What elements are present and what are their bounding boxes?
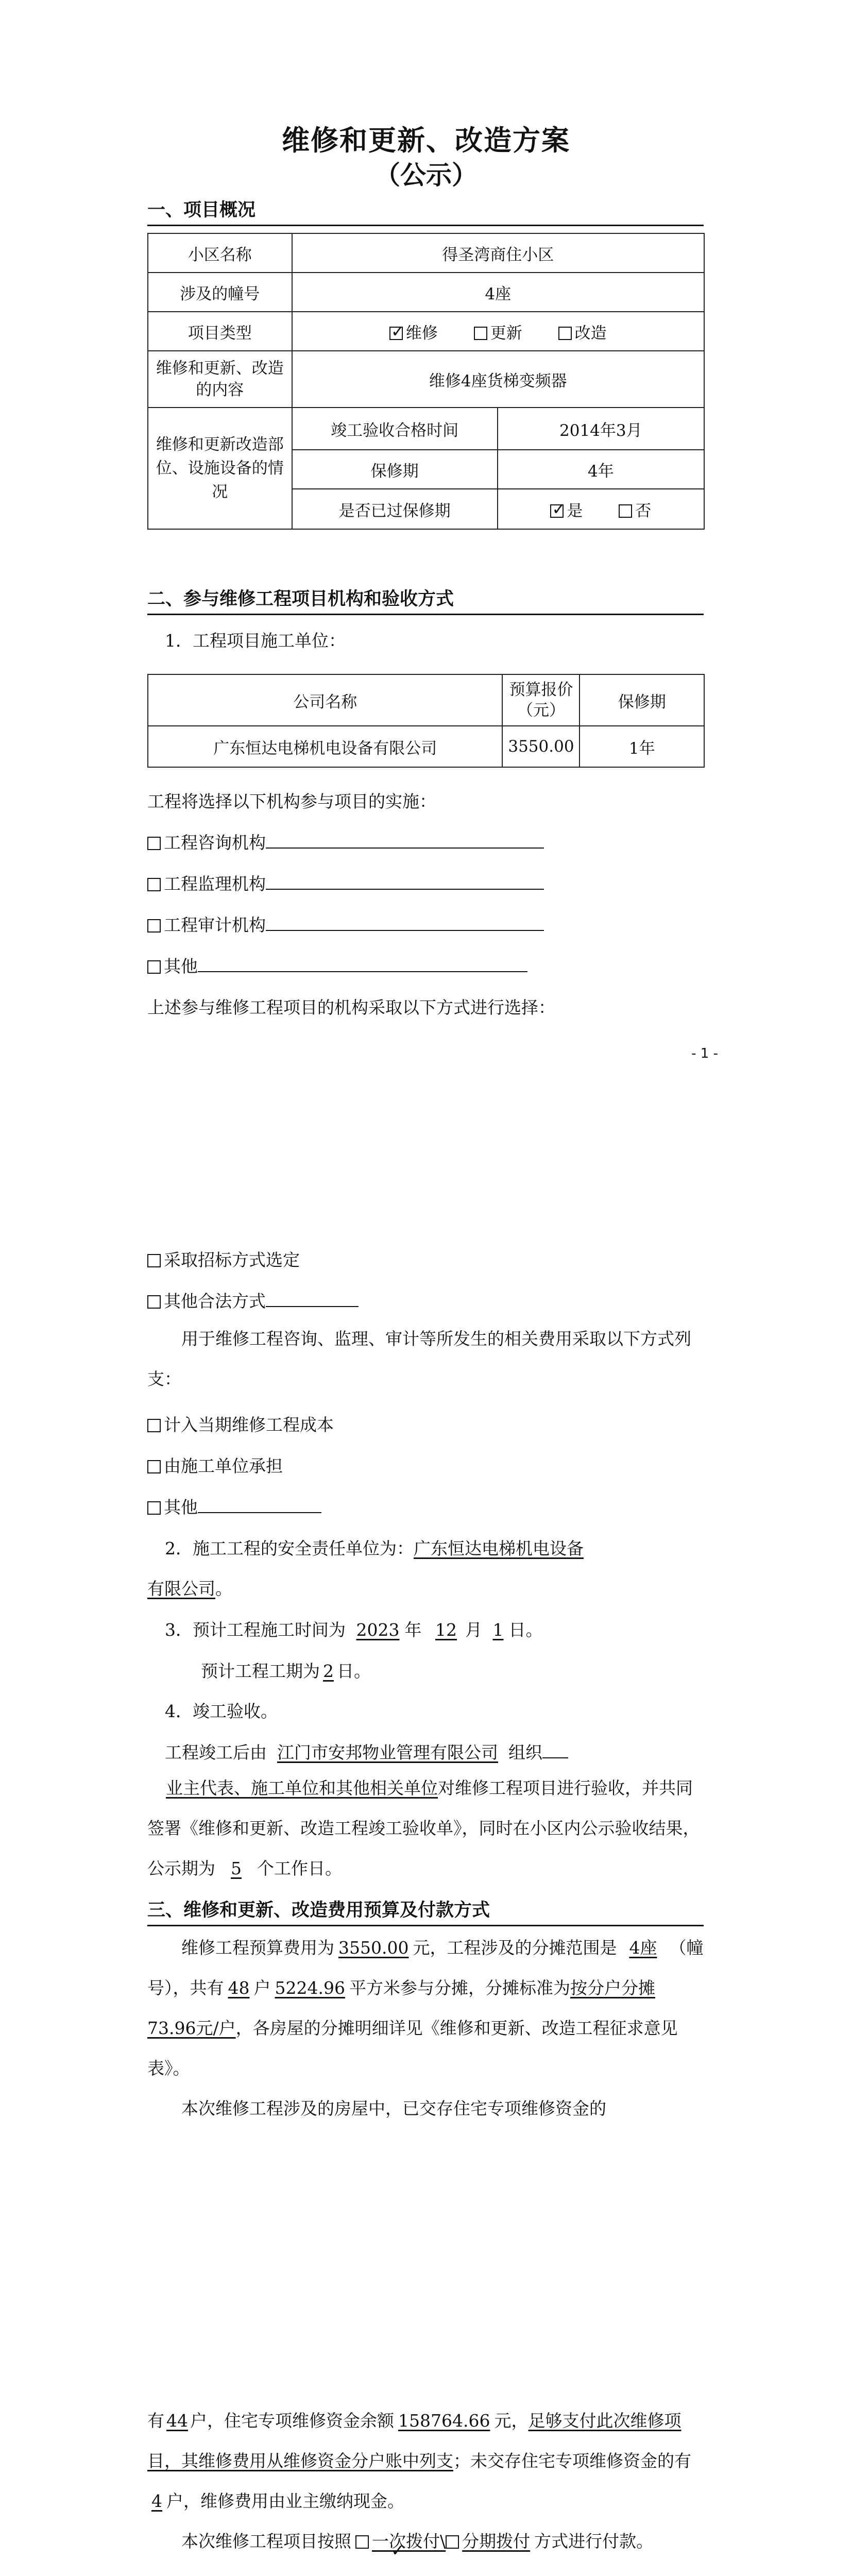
duration-label: 预计工程工期为: [201, 1661, 320, 1681]
safety-unit: 广东恒达电梯机电设备: [414, 1538, 584, 1558]
budget-value: 3550.00: [338, 1938, 409, 1958]
org-label: 其他: [164, 956, 198, 976]
start-month: 12: [435, 1620, 457, 1640]
method-label: 其他合法方式: [164, 1291, 266, 1311]
duration: [201, 1658, 371, 1682]
org-option: [147, 871, 544, 895]
section-2-heading: 二、参与维修工程项目机构和验收方式: [147, 585, 704, 615]
method-option: [147, 1247, 300, 1271]
item-2-label: 2．施工工程的安全责任单位为：: [165, 1538, 414, 1558]
page-number: - 1 -: [691, 1046, 718, 1061]
unit: 日。: [508, 1620, 543, 1640]
org-label: 工程审计机构: [164, 915, 266, 935]
fee-option: [147, 1494, 321, 1518]
start-day: 1: [492, 1620, 504, 1640]
checkbox-icon[interactable]: [147, 1254, 161, 1267]
doc-subtitle: （公示）: [374, 160, 478, 190]
fund-intro: 本次维修工程涉及的房屋中，已交存住宅专项维修资金的: [181, 2098, 606, 2119]
fill-blank: [542, 1742, 568, 1758]
fill-blank[interactable]: [198, 956, 527, 972]
text: 有: [147, 2411, 164, 2431]
option-label: 一次拨付: [372, 2531, 440, 2551]
cell-label: 保修期: [292, 450, 498, 489]
warranty-expired-options: [498, 489, 704, 529]
method-option: [147, 1288, 359, 1312]
separator: \: [440, 2531, 446, 2551]
unit: 日。: [337, 1661, 371, 1681]
area-value: 5224.96: [275, 1978, 345, 1998]
text: 工程竣工后由: [165, 1742, 267, 1762]
table-row: [148, 726, 704, 767]
fee-option: [147, 1453, 283, 1477]
fill-blank[interactable]: [198, 1497, 321, 1513]
text: （幢号），共有: [147, 1938, 704, 1998]
text: 户，维修费用由业主缴纳现金。: [166, 2491, 404, 2511]
option-label: 更新: [490, 324, 522, 343]
fund-sufficient-note: 足够支付此次维修项目，其维修费用从维修资金分户账中列支: [147, 2411, 681, 2471]
punct: 。: [215, 1579, 232, 1599]
org-option: [147, 912, 544, 936]
item-3: [165, 1617, 542, 1641]
cell-value: 维修4座货梯变频器: [292, 351, 704, 408]
acceptance-line-1: [165, 1739, 568, 1764]
text: 组织: [508, 1742, 542, 1762]
text: 方式进行付款。: [534, 2531, 654, 2551]
section-1-heading: 一、项目概况: [147, 196, 704, 226]
paid-households: 44: [166, 2411, 188, 2431]
checkbox-icon[interactable]: [147, 878, 161, 891]
option-label: 维修: [405, 324, 438, 343]
checkbox-icon[interactable]: [147, 1295, 161, 1309]
text: 对维修工程项目进行验收，并共同签署《维修和更新、改造工程竣工验收单》，同时在小区内公示验收结果，公示期为: [147, 1778, 700, 1878]
column-header: 公司名称: [148, 674, 502, 726]
table-row: [148, 273, 704, 312]
table-cell: 1年: [580, 726, 704, 767]
acceptance-parties: 业主代表、施工单位和其他相关单位: [166, 1778, 438, 1798]
cell-label: 小区名称: [148, 233, 292, 273]
cell-label: 竣工验收合格时间: [292, 408, 498, 450]
cell-value: 4座: [292, 273, 704, 312]
fund-balance: 158764.66: [398, 2411, 490, 2431]
checkbox-icon[interactable]: [147, 1501, 161, 1515]
select-method-intro: 上述参与维修工程项目的机构采取以下方式进行选择：: [147, 997, 555, 1018]
item-2: [165, 1535, 584, 1560]
item-4: 4．竣工验收。: [165, 1701, 278, 1721]
item-2-cont: [147, 1575, 232, 1600]
cell-label: 维修和更新、改造的内容: [148, 351, 292, 408]
text: 户: [253, 1978, 271, 1998]
fill-blank[interactable]: [266, 873, 544, 890]
table-row: [148, 312, 704, 351]
text: 元，工程涉及的分摊范围是: [413, 1938, 617, 1958]
unpaid-households: 4: [151, 2491, 162, 2511]
checkbox-icon[interactable]: [147, 960, 161, 974]
fill-blank[interactable]: [266, 1291, 359, 1307]
cell-label: 维修和更新改造部位、设施设备的情况: [148, 408, 292, 529]
table-row: [148, 233, 704, 273]
table-cell: 3550.00: [502, 726, 580, 767]
option-label: 改造: [574, 324, 607, 343]
acceptance-paragraph: [147, 1768, 704, 1889]
budget-paragraph: [147, 1928, 704, 2089]
fee-label: 其他: [164, 1497, 198, 1517]
project-overview-table: [147, 233, 705, 530]
checkbox-icon[interactable]: [619, 504, 632, 518]
table-row: [148, 408, 704, 450]
fee-option: [147, 1412, 334, 1436]
cell-label: 涉及的幢号: [148, 273, 292, 312]
safety-unit-cont: 有限公司: [147, 1579, 215, 1599]
checkbox-icon[interactable]: [147, 1460, 161, 1473]
text: 平方米参与分摊，分摊标准为: [349, 1978, 570, 1998]
option-label: 分期拨付: [462, 2531, 531, 2551]
project-type-options: [292, 312, 704, 351]
cell-label: 项目类型: [148, 312, 292, 351]
publicity-days: 5: [231, 1858, 242, 1878]
item-1-label: 1．工程项目施工单位：: [165, 631, 346, 651]
item-3-label: 3．预计工程施工时间为: [165, 1620, 346, 1640]
payment-paragraph: [147, 2521, 704, 2562]
cell-value: 4年: [498, 450, 704, 489]
share-standard: 按分户分摊73.96元/户: [147, 1978, 655, 2038]
contractor-table: [147, 674, 705, 768]
org-label: 工程监理机构: [164, 874, 266, 894]
start-year: 2023: [356, 1620, 400, 1640]
fund-paragraph: [147, 2401, 704, 2521]
checkbox-icon[interactable]: [558, 327, 572, 340]
checkbox-icon[interactable]: [474, 327, 487, 340]
acceptance-org: 江门市安邦物业管理有限公司: [277, 1742, 498, 1762]
doc-title: 维修和更新、改造方案: [282, 124, 570, 157]
table-cell: 广东恒达电梯机电设备有限公司: [148, 726, 502, 767]
fee-label: 计入当期维修工程成本: [164, 1415, 334, 1435]
cell-value: 2014年3月: [498, 408, 704, 450]
households-value: 48: [228, 1978, 250, 1998]
checkbox-icon[interactable]: [446, 2535, 459, 2549]
other-orgs-intro: 工程将选择以下机构参与项目的实施：: [147, 791, 436, 811]
cell-label: 是否已过保修期: [292, 489, 498, 529]
text: 维修工程预算费用为: [181, 1938, 334, 1958]
checkbox-icon[interactable]: [147, 837, 161, 850]
checkbox-checked-icon[interactable]: [355, 2535, 369, 2549]
text: 本次维修工程项目按照: [181, 2531, 351, 2551]
text: 元，: [494, 2411, 529, 2431]
org-label: 工程咨询机构: [164, 833, 266, 853]
section-3-heading: 三、维修和更新、改造费用预算及付款方式: [147, 1896, 704, 1926]
checkbox-checked-icon[interactable]: [550, 504, 564, 518]
unit: 年: [404, 1620, 422, 1640]
checkbox-icon[interactable]: [147, 1419, 161, 1432]
table-row: [148, 674, 704, 726]
duration-value: 2: [323, 1661, 334, 1681]
checkbox-icon[interactable]: [147, 919, 161, 933]
fee-label: 由施工单位承担: [164, 1456, 283, 1476]
org-option: [147, 953, 527, 977]
unit: 月: [465, 1620, 482, 1640]
option-label: 是: [567, 501, 583, 520]
text: 个工作日。: [257, 1858, 342, 1878]
table-row: [148, 351, 704, 408]
fill-blank[interactable]: [266, 832, 544, 849]
method-label: 采取招标方式选定: [164, 1250, 300, 1270]
checkbox-checked-icon[interactable]: [389, 327, 403, 340]
fill-blank[interactable]: [266, 914, 544, 931]
option-label: 否: [635, 501, 652, 520]
cell-value: 得圣湾商住小区: [292, 233, 704, 273]
fee-intro: 用于维修工程咨询、监理、审计等所发生的相关费用采取以下方式列支：: [147, 1329, 691, 1389]
column-header: 保修期: [580, 674, 704, 726]
column-header: 预算报价（元）: [502, 674, 580, 726]
building-value: 4座: [629, 1938, 657, 1958]
text: 户，住宅专项维修资金余额: [190, 2411, 394, 2431]
text: ；未交存住宅专项维修资金的有: [453, 2451, 691, 2471]
text: ，各房屋的分摊明细详见《维修和更新、改造工程征求意见表》。: [147, 2018, 678, 2078]
org-option: [147, 829, 544, 854]
